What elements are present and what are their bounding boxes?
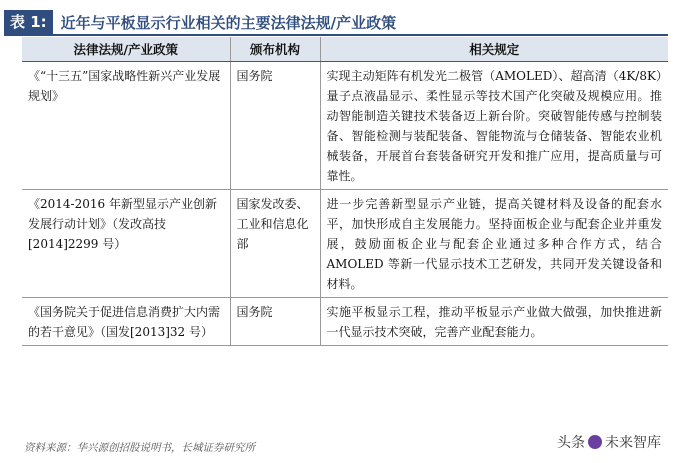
table-row (22, 298, 668, 346)
policy-cell: 《国务院关于促进信息消费扩大内需的若干意见》（国发[2013]32 号） (22, 298, 230, 346)
policy-cell: 《“十三五”国家战略性新兴产业发展规划》 (22, 62, 230, 190)
table-row (22, 62, 668, 190)
watermark (557, 432, 661, 452)
rules-cell: 进一步完善新型显示产业链，提高关键材料及设备的配套水平，加快形成自主发展能力。坚持面板企业与配套企业并重发展，鼓励面板企业与配套企业通过多种合作方式，结合 AMOLED 等新一代显示技术工艺研发，共同开发关键设备和材料。 (320, 190, 668, 298)
column-header-policy: 法律法规/产业政策 (22, 37, 230, 62)
rules-cell: 实施平板显示工程，推动平板显示产业做大做强，加快推进新一代显示技术突破，完善产业配套能力。 (320, 298, 668, 346)
agency-cell: 国务院 (230, 62, 320, 190)
watermark-right-text: 未来智库 (605, 435, 661, 451)
column-header-agency: 颁布机构 (230, 37, 320, 62)
agency-cell: 国家发改委、工业和信息化部 (230, 190, 320, 298)
column-header-rules: 相关规定 (320, 37, 668, 62)
table-header-row (22, 37, 668, 62)
watermark-left-text: 头条 (557, 435, 585, 451)
source-note: 资料来源：华兴源创招股说明书，长城证券研究所 (24, 442, 255, 454)
watermark-logo-icon (588, 435, 602, 449)
table-number: 表 1: (4, 10, 53, 34)
table-title-bar (4, 10, 668, 36)
policy-table (22, 37, 668, 346)
table-row (22, 190, 668, 298)
table-title: 近年与平板显示行业相关的主要法律法规/产业政策 (60, 13, 397, 32)
policy-cell: 《2014-2016 年新型显示产业创新发展行动计划》（发改高技[2014]2299 号） (22, 190, 230, 298)
agency-cell: 国务院 (230, 298, 320, 346)
rules-cell: 实现主动矩阵有机发光二极管（AMOLED）、超高清（4K/8K）量子点液晶显示、柔性显示等技术国产化突破及规模应用。推动智能制造关键技术装备迈上新台阶。突破智能传感与控制装备、智能检测与装配装备、智能物流与仓储装备、智能农业机械装备，开展首台套装备研究开发和推广应用，提高质量与可靠性。 (320, 62, 668, 190)
